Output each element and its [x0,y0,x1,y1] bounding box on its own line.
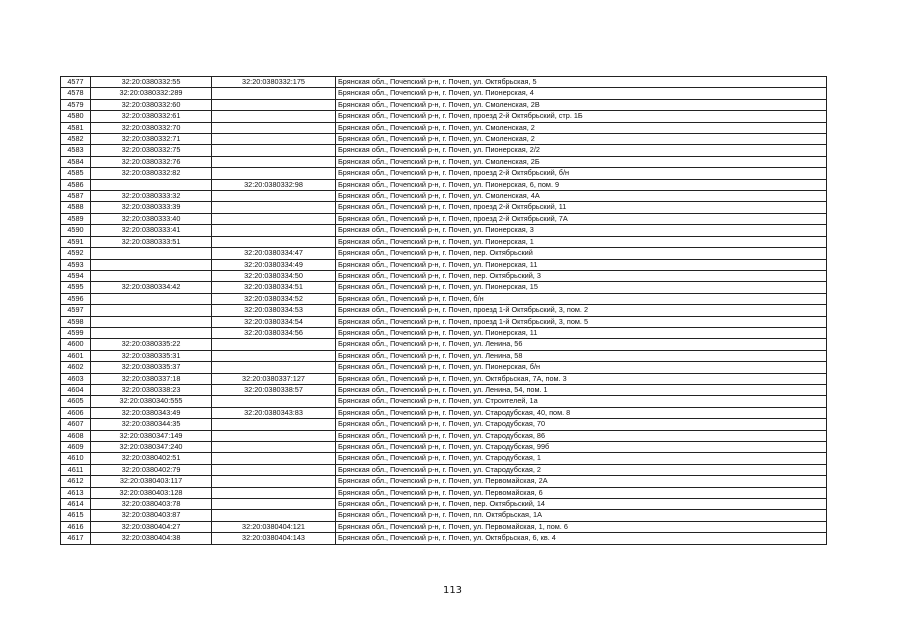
row-number-cell: 4611 [61,464,91,475]
table-row [61,134,827,145]
cadastral-number-cell: 32:20:0380332:55 [91,77,212,88]
premises-cadastral-number-cell: 32:20:0380334:52 [212,293,336,304]
row-number-cell: 4616 [61,521,91,532]
address-cell: Брянская обл., Почепский р-н, г. Почеп, ул. Ленина, 54, пом. 1 [336,384,827,395]
cadastral-number-cell: 32:20:0380332:76 [91,156,212,167]
table-body [61,77,827,545]
row-number-cell: 4587 [61,191,91,202]
row-number-cell: 4609 [61,442,91,453]
premises-cadastral-number-cell [212,191,336,202]
cadastral-number-cell: 32:20:0380333:39 [91,202,212,213]
address-cell: Брянская обл., Почепский р-н, г. Почеп, проезд 1-й Октябрьский, 3, пом. 2 [336,305,827,316]
table-row [61,407,827,418]
page-number: 113 [442,585,463,596]
cadastral-number-cell [91,259,212,270]
table-row [61,179,827,190]
row-number-cell: 4577 [61,77,91,88]
row-number-cell: 4599 [61,327,91,338]
table-row [61,202,827,213]
row-number-cell: 4615 [61,510,91,521]
row-number-cell: 4613 [61,487,91,498]
row-number-cell: 4581 [61,122,91,133]
premises-cadastral-number-cell [212,487,336,498]
table-row [61,510,827,521]
premises-cadastral-number-cell [212,122,336,133]
premises-cadastral-number-cell [212,202,336,213]
cadastral-number-cell: 32:20:0380333:32 [91,191,212,202]
address-cell: Брянская обл., Почепский р-н, г. Почеп, ул. Пионерская, 1 [336,236,827,247]
cadastral-number-cell: 32:20:0380332:82 [91,168,212,179]
premises-cadastral-number-cell: 32:20:0380334:51 [212,282,336,293]
row-number-cell: 4584 [61,156,91,167]
premises-cadastral-number-cell [212,499,336,510]
property-register-table [60,76,827,545]
address-cell: Брянская обл., Почепский р-н, г. Почеп, пер. Октябрьский [336,248,827,259]
cadastral-number-cell: 32:20:0380333:41 [91,225,212,236]
table-row [61,499,827,510]
table-row [61,248,827,259]
address-cell: Брянская обл., Почепский р-н, г. Почеп, ул. Октябрьская, 5 [336,77,827,88]
address-cell: Брянская обл., Почепский р-н, г. Почеп, пер. Октябрьский, 14 [336,499,827,510]
address-cell: Брянская обл., Почепский р-н, г. Почеп, б/н [336,293,827,304]
address-cell: Брянская обл., Почепский р-н, г. Почеп, ул. Смоленская, 2Б [336,156,827,167]
cadastral-number-cell: 32:20:0380402:51 [91,453,212,464]
table-row [61,396,827,407]
premises-cadastral-number-cell: 32:20:0380334:50 [212,270,336,281]
premises-cadastral-number-cell [212,442,336,453]
cadastral-number-cell [91,293,212,304]
cadastral-number-cell: 32:20:0380337:18 [91,373,212,384]
cadastral-number-cell [91,248,212,259]
premises-cadastral-number-cell: 32:20:0380337:127 [212,373,336,384]
cadastral-number-cell: 32:20:0380403:78 [91,499,212,510]
cadastral-number-cell: 32:20:0380404:27 [91,521,212,532]
premises-cadastral-number-cell: 32:20:0380334:54 [212,316,336,327]
premises-cadastral-number-cell [212,111,336,122]
cadastral-number-cell [91,179,212,190]
table-row [61,145,827,156]
cadastral-number-cell: 32:20:0380334:42 [91,282,212,293]
row-number-cell: 4580 [61,111,91,122]
table-row [61,122,827,133]
address-cell: Брянская обл., Почепский р-н, г. Почеп, ул. Смоленская, 2 [336,134,827,145]
premises-cadastral-number-cell [212,156,336,167]
row-number-cell: 4612 [61,476,91,487]
premises-cadastral-number-cell: 32:20:0380332:98 [212,179,336,190]
premises-cadastral-number-cell [212,396,336,407]
address-cell: Брянская обл., Почепский р-н, г. Почеп, пл. Октябрьская, 1А [336,510,827,521]
table-row [61,168,827,179]
row-number-cell: 4592 [61,248,91,259]
row-number-cell: 4590 [61,225,91,236]
table-row [61,305,827,316]
address-cell: Брянская обл., Почепский р-н, г. Почеп, ул. Стародубская, 2 [336,464,827,475]
cadastral-number-cell: 32:20:0380404:38 [91,533,212,544]
cadastral-number-cell: 32:20:0380347:240 [91,442,212,453]
row-number-cell: 4607 [61,419,91,430]
address-cell: Брянская обл., Почепский р-н, г. Почеп, ул. Пионерская, 11 [336,259,827,270]
premises-cadastral-number-cell [212,419,336,430]
cadastral-number-cell: 32:20:0380403:87 [91,510,212,521]
table-row [61,191,827,202]
cadastral-number-cell: 32:20:0380403:117 [91,476,212,487]
premises-cadastral-number-cell [212,88,336,99]
row-number-cell: 4588 [61,202,91,213]
premises-cadastral-number-cell [212,225,336,236]
row-number-cell: 4605 [61,396,91,407]
address-cell: Брянская обл., Почепский р-н, г. Почеп, ул. Первомайская, 6 [336,487,827,498]
table-row [61,419,827,430]
row-number-cell: 4586 [61,179,91,190]
table-row [61,476,827,487]
cadastral-number-cell: 32:20:0380333:40 [91,213,212,224]
row-number-cell: 4604 [61,384,91,395]
premises-cadastral-number-cell: 32:20:0380404:121 [212,521,336,532]
row-number-cell: 4578 [61,88,91,99]
table-row [61,533,827,544]
table-row [61,384,827,395]
address-cell: Брянская обл., Почепский р-н, г. Почеп, ул. Смоленская, 2 [336,122,827,133]
row-number-cell: 4583 [61,145,91,156]
row-number-cell: 4589 [61,213,91,224]
row-number-cell: 4594 [61,270,91,281]
row-number-cell: 4593 [61,259,91,270]
table-row [61,521,827,532]
cadastral-number-cell: 32:20:0380335:22 [91,339,212,350]
table-row [61,293,827,304]
table-row [61,225,827,236]
address-cell: Брянская обл., Почепский р-н, г. Почеп, ул. Стародубская, 86 [336,430,827,441]
table-row [61,99,827,110]
address-cell: Брянская обл., Почепский р-н, г. Почеп, ул. Пионерская, 15 [336,282,827,293]
table-row [61,373,827,384]
table-row [61,282,827,293]
premises-cadastral-number-cell [212,453,336,464]
row-number-cell: 4602 [61,362,91,373]
table-row [61,327,827,338]
address-cell: Брянская обл., Почепский р-н, г. Почеп, проезд 2-й Октябрьский, стр. 1Б [336,111,827,122]
address-cell: Брянская обл., Почепский р-н, г. Почеп, проезд 2-й Октябрьский, 7А [336,213,827,224]
row-number-cell: 4595 [61,282,91,293]
table-row [61,362,827,373]
cadastral-number-cell: 32:20:0380332:60 [91,99,212,110]
premises-cadastral-number-cell [212,213,336,224]
cadastral-number-cell: 32:20:0380344:35 [91,419,212,430]
address-cell: Брянская обл., Почепский р-н, г. Почеп, ул. Стародубская, 70 [336,419,827,430]
premises-cadastral-number-cell: 32:20:0380343:83 [212,407,336,418]
address-cell: Брянская обл., Почепский р-н, г. Почеп, ул. Ленина, 56 [336,339,827,350]
table-row [61,430,827,441]
table-row [61,453,827,464]
premises-cadastral-number-cell [212,134,336,145]
table-row [61,270,827,281]
row-number-cell: 4597 [61,305,91,316]
address-cell: Брянская обл., Почепский р-н, г. Почеп, ул. Октябрьская, 7А, пом. 3 [336,373,827,384]
premises-cadastral-number-cell [212,350,336,361]
row-number-cell: 4601 [61,350,91,361]
cadastral-number-cell [91,327,212,338]
address-cell: Брянская обл., Почепский р-н, г. Почеп, ул. Стародубская, 1 [336,453,827,464]
address-cell: Брянская обл., Почепский р-н, г. Почеп, ул. Пионерская, б/н [336,362,827,373]
cadastral-number-cell: 32:20:0380343:49 [91,407,212,418]
cadastral-number-cell: 32:20:0380332:289 [91,88,212,99]
address-cell: Брянская обл., Почепский р-н, г. Почеп, ул. Смоленская, 4А [336,191,827,202]
cadastral-number-cell: 32:20:0380333:51 [91,236,212,247]
address-cell: Брянская обл., Почепский р-н, г. Почеп, ул. Пионерская, 4 [336,88,827,99]
row-number-cell: 4606 [61,407,91,418]
cadastral-number-cell: 32:20:0380335:37 [91,362,212,373]
premises-cadastral-number-cell [212,236,336,247]
cadastral-number-cell [91,316,212,327]
address-cell: Брянская обл., Почепский р-н, г. Почеп, ул. Пионерская, 3 [336,225,827,236]
address-cell: Брянская обл., Почепский р-н, г. Почеп, ул. Октябрьская, 6, кв. 4 [336,533,827,544]
premises-cadastral-number-cell [212,99,336,110]
row-number-cell: 4610 [61,453,91,464]
cadastral-number-cell: 32:20:0380332:71 [91,134,212,145]
premises-cadastral-number-cell [212,430,336,441]
cadastral-number-cell [91,270,212,281]
address-cell: Брянская обл., Почепский р-н, г. Почеп, проезд 2-й Октябрьский, б/н [336,168,827,179]
premises-cadastral-number-cell [212,168,336,179]
row-number-cell: 4582 [61,134,91,145]
row-number-cell: 4598 [61,316,91,327]
premises-cadastral-number-cell [212,145,336,156]
table-row [61,77,827,88]
address-cell: Брянская обл., Почепский р-н, г. Почеп, ул. Строителей, 1а [336,396,827,407]
address-cell: Брянская обл., Почепский р-н, г. Почеп, ул. Стародубская, 99б [336,442,827,453]
cadastral-number-cell: 32:20:0380332:70 [91,122,212,133]
row-number-cell: 4617 [61,533,91,544]
premises-cadastral-number-cell: 32:20:0380334:47 [212,248,336,259]
premises-cadastral-number-cell: 32:20:0380334:56 [212,327,336,338]
table-row [61,213,827,224]
cadastral-number-cell: 32:20:0380340:555 [91,396,212,407]
table-row [61,350,827,361]
address-cell: Брянская обл., Почепский р-н, г. Почеп, ул. Первомайская, 2А [336,476,827,487]
table-row [61,236,827,247]
premises-cadastral-number-cell: 32:20:0380338:57 [212,384,336,395]
address-cell: Брянская обл., Почепский р-н, г. Почеп, ул. Пионерская, 11 [336,327,827,338]
row-number-cell: 4596 [61,293,91,304]
table-row [61,156,827,167]
premises-cadastral-number-cell [212,339,336,350]
table-row [61,464,827,475]
row-number-cell: 4585 [61,168,91,179]
cadastral-number-cell [91,305,212,316]
premises-cadastral-number-cell [212,464,336,475]
table-row [61,487,827,498]
address-cell: Брянская обл., Почепский р-н, г. Почеп, ул. Первомайская, 1, пом. 6 [336,521,827,532]
cadastral-number-cell: 32:20:0380402:79 [91,464,212,475]
cadastral-number-cell: 32:20:0380347:149 [91,430,212,441]
cadastral-number-cell: 32:20:0380332:61 [91,111,212,122]
table-row [61,88,827,99]
row-number-cell: 4600 [61,339,91,350]
address-cell: Брянская обл., Почепский р-н, г. Почеп, ул. Смоленская, 2В [336,99,827,110]
address-cell: Брянская обл., Почепский р-н, г. Почеп, ул. Стародубская, 40, пом. 8 [336,407,827,418]
row-number-cell: 4579 [61,99,91,110]
premises-cadastral-number-cell: 32:20:0380334:49 [212,259,336,270]
address-cell: Брянская обл., Почепский р-н, г. Почеп, пер. Октябрьский, 3 [336,270,827,281]
row-number-cell: 4608 [61,430,91,441]
premises-cadastral-number-cell: 32:20:0380404:143 [212,533,336,544]
premises-cadastral-number-cell: 32:20:0380334:53 [212,305,336,316]
row-number-cell: 4591 [61,236,91,247]
address-cell: Брянская обл., Почепский р-н, г. Почеп, ул. Пионерская, 6, пом. 9 [336,179,827,190]
address-cell: Брянская обл., Почепский р-н, г. Почеп, проезд 2-й Октябрьский, 11 [336,202,827,213]
premises-cadastral-number-cell: 32:20:0380332:175 [212,77,336,88]
address-cell: Брянская обл., Почепский р-н, г. Почеп, ул. Ленина, 58 [336,350,827,361]
table-row [61,339,827,350]
address-cell: Брянская обл., Почепский р-н, г. Почеп, проезд 1-й Октябрьский, 3, пом. 5 [336,316,827,327]
row-number-cell: 4614 [61,499,91,510]
premises-cadastral-number-cell [212,510,336,521]
cadastral-number-cell: 32:20:0380403:128 [91,487,212,498]
table-row [61,111,827,122]
table-row [61,316,827,327]
table-row [61,259,827,270]
address-cell: Брянская обл., Почепский р-н, г. Почеп, ул. Пионерская, 2/2 [336,145,827,156]
premises-cadastral-number-cell [212,476,336,487]
row-number-cell: 4603 [61,373,91,384]
cadastral-number-cell: 32:20:0380335:31 [91,350,212,361]
table-row [61,442,827,453]
cadastral-number-cell: 32:20:0380338:23 [91,384,212,395]
cadastral-number-cell: 32:20:0380332:75 [91,145,212,156]
premises-cadastral-number-cell [212,362,336,373]
